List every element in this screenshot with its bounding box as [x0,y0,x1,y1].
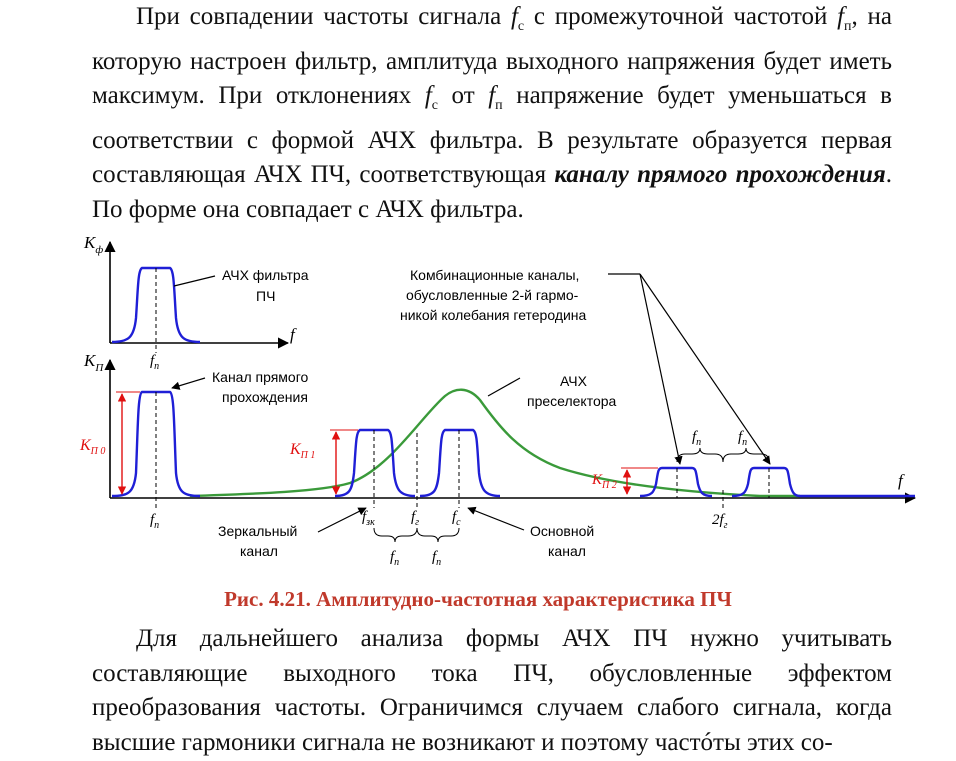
brace-left-label: $f_п$ [390,549,400,568]
mirror-pointer [318,508,366,532]
mirror-label-1: Зеркальный [218,523,298,539]
fc-symbol: $f_с$ [510,3,525,34]
preselector-label-2: преселектора [527,393,617,409]
top-y-label: $K_ф$ [84,233,104,256]
main-pointer [468,508,524,530]
main-label-1: Основной [530,523,595,539]
bottom-plot [79,267,915,568]
paragraph-1: При совпадении частоты сигнала $f_с$ с промежуточной частотой $f_п$, на которую настроен фильтр, амплитуда выходного напряжения будет иметь максимум. При отклонениях $f_с$ от $f_п$ напряжение будет уменьшаться в соответствии с формой АЧХ фильтра. В результате образуется первая составляющая АЧХ ПЧ, соответствующая каналу прямого прохождения. По форме она совпадает с АЧХ фильтра. [92,3,892,223]
filter-label-1: АЧХ фильтра [222,267,309,283]
combo-label-1: Комбинационные каналы, [410,267,580,283]
fp-symbol-2: $f_п$ [488,82,503,113]
bottom-y-label: $K_П$ [84,351,104,374]
figure-frequency-response [0,228,956,588]
top-x-label: f [290,325,295,344]
fc-symbol-2: $f_с$ [424,82,438,113]
mirror-channel-curve [335,430,415,496]
preselector-curve [190,390,800,496]
paragraph-2: Для дальнейшего анализа формы АЧХ ПЧ нужно учитывать составляющие выходного тока ПЧ, обусловленные эффектом преобразования частоты. Ограничимся случаем слабого сигнала, когда высшие гармоники сигнала не возникают и поэтому частóты этих со- [92,625,892,756]
top-tick-fp: $f_п$ [150,353,160,372]
combo-brace-right-label: $f_п$ [738,429,748,448]
tick-fzk: $f_{зк}$ [362,509,375,528]
tick-fp: $f_п$ [150,512,160,531]
direct-label-pointer [172,378,205,388]
tick-2fg: $2f_г$ [712,512,728,531]
combo-brace-left-label: $f_п$ [692,429,702,448]
top-plot [83,233,309,372]
combo-channel-2-curve [732,468,915,496]
brace-right [417,528,459,542]
preselector-pointer [488,378,520,396]
tick-fc: $f_с$ [452,509,461,528]
brace-combo-right [723,448,769,462]
kp2-label: $K_{П 2}$ [592,472,617,491]
filter-label-2: ПЧ [256,288,276,304]
kp1-label: $K_{П 1}$ [290,441,316,461]
tick-fg: $f_г$ [411,509,420,528]
main-label-2: канал [548,543,586,559]
fp-symbol: $f_п$ [837,3,852,34]
direct-label-1: Канал прямого [212,369,309,385]
brace-combo-left [677,448,723,462]
direct-label-2: прохождения [222,389,308,405]
kp0-label: $K_{П 0}$ [80,437,106,457]
combo-label-3: никой колебания гетеродина [400,307,587,323]
brace-right-label: $f_п$ [432,549,442,568]
preselector-label-1: АЧХ [560,373,587,389]
combo-channel-1-curve [640,468,712,496]
main-channel-curve [420,430,500,496]
figure-caption: Рис. 4.21. Амплитудно-частотная характеристика ПЧ [224,587,732,611]
combo-label-2: обусловленные 2-й гармо- [406,287,579,303]
bottom-x-label: f [898,471,903,490]
filter-label-pointer [174,276,215,286]
brace-left [374,528,417,542]
mirror-label-2: канал [240,543,278,559]
emphasis-direct-channel: каналу прямого прохождения [554,161,886,188]
